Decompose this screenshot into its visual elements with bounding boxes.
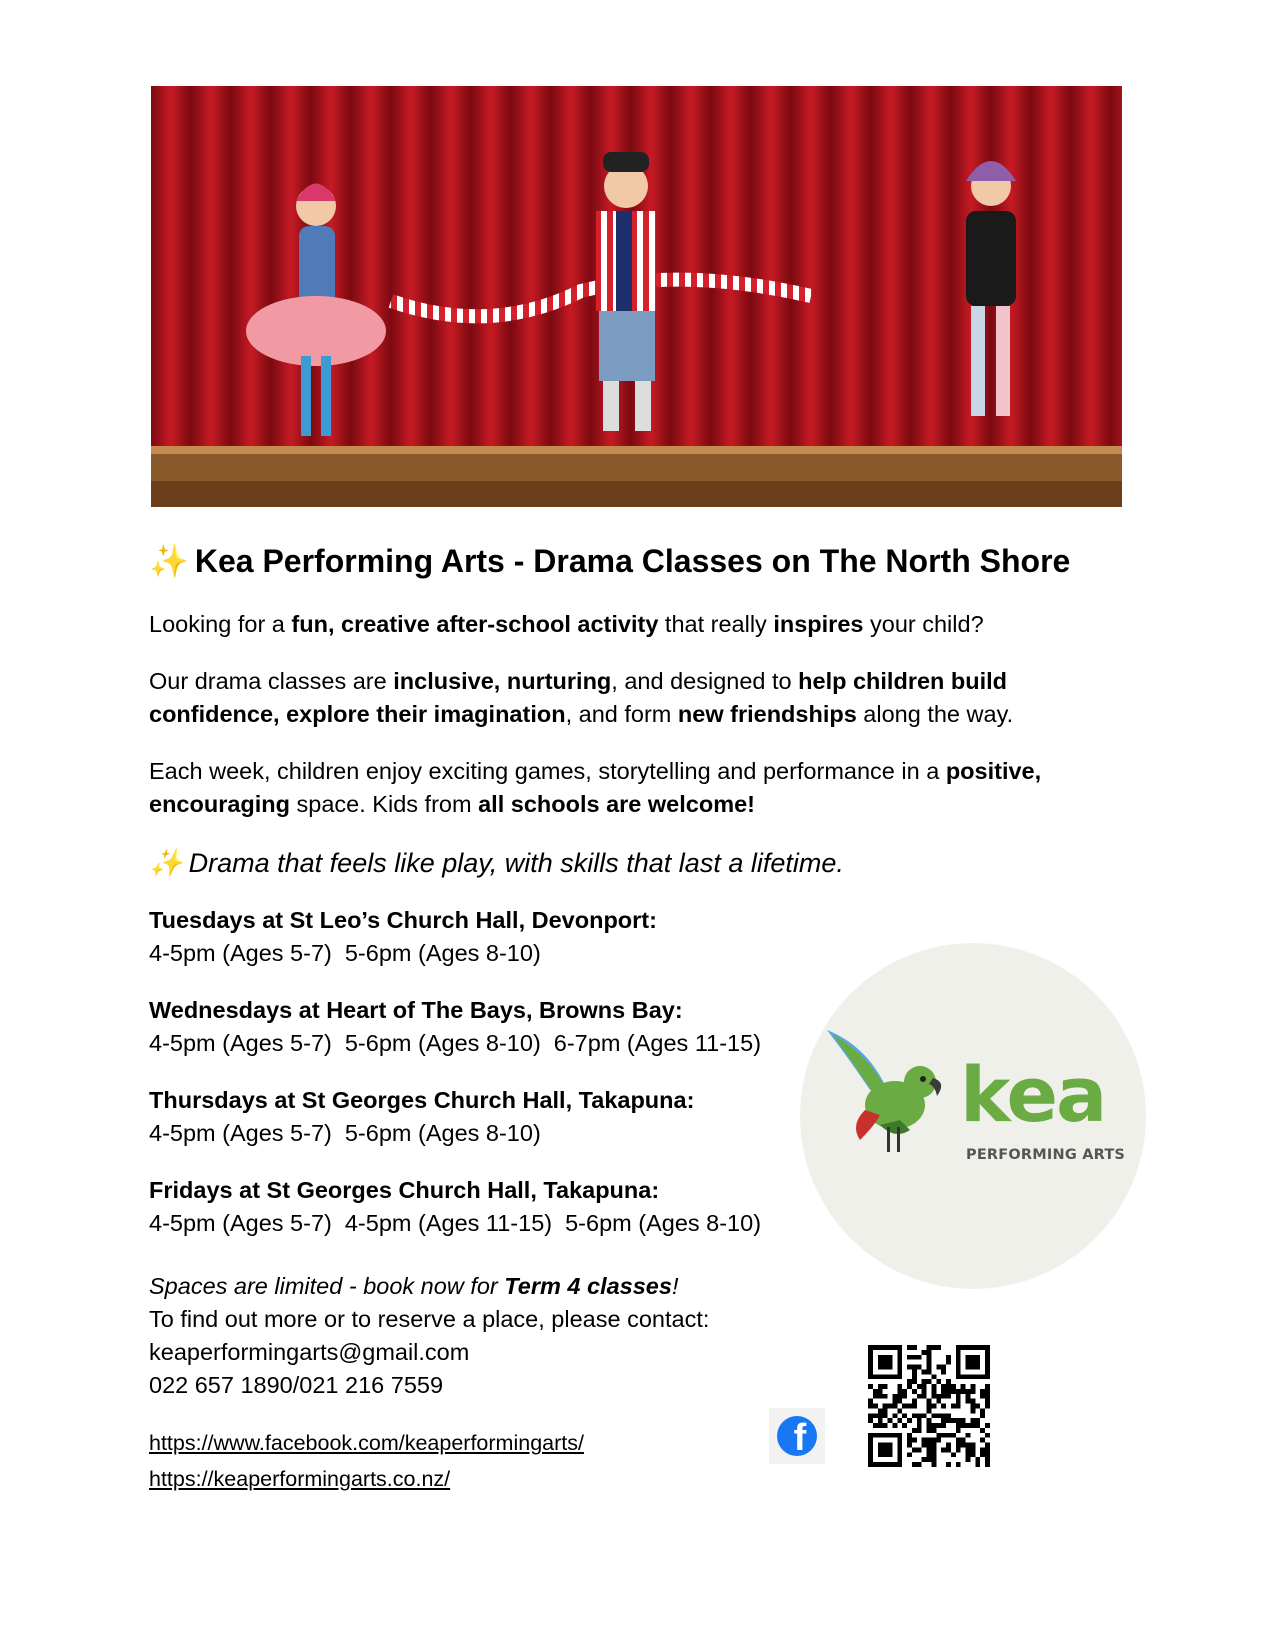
- schedule-block: [149, 1084, 694, 1150]
- stage-photo: [151, 86, 1122, 507]
- text-segment: , and designed to: [611, 668, 799, 694]
- intro-paragraph-3: [149, 755, 1109, 821]
- website-link[interactable]: https://keaperformingarts.co.nz/: [149, 1467, 451, 1491]
- schedule-block: [149, 904, 657, 970]
- schedule-heading: Tuesdays at St Leo’s Church Hall, Devonport:: [149, 907, 657, 933]
- hero-image: [151, 86, 1122, 507]
- time-slot: 4-5pm (Ages 5-7): [149, 1210, 332, 1236]
- schedule-times: [149, 1207, 761, 1240]
- text-segment: help children build confidence, explore their imagination: [149, 668, 1008, 727]
- text-segment: positive, encouraging: [149, 758, 1042, 817]
- schedule-times: [149, 1027, 761, 1060]
- schedule-heading: Wednesdays at Heart of The Bays, Browns Bay:: [149, 997, 683, 1023]
- text-segment: all schools are welcome!: [478, 791, 755, 817]
- facebook-link[interactable]: https://www.facebook.com/keaperformingarts/: [149, 1431, 584, 1455]
- schedule-times: [149, 937, 657, 970]
- schedule-block: [149, 1174, 761, 1240]
- text-segment: your child?: [863, 611, 984, 637]
- time-slot: 5-6pm (Ages 8-10): [344, 1120, 541, 1146]
- sparkles-icon: ✨: [149, 848, 183, 878]
- kea-subtitle: PERFORMING ARTS: [966, 1147, 1126, 1163]
- tagline: ✨ Drama that feels like play, with skills that last a lifetime.: [149, 848, 844, 878]
- time-slot: 4-5pm (Ages 5-7): [149, 940, 332, 966]
- contact-instructions: To find out more or to reserve a place, please contact:: [149, 1306, 710, 1332]
- schedule-heading: Fridays at St Georges Church Hall, Takapuna:: [149, 1177, 660, 1203]
- text-segment: Our drama classes are: [149, 668, 394, 694]
- text-segment: that really: [658, 611, 774, 637]
- text-segment: new friendships: [677, 701, 857, 727]
- limited-spaces-line: Spaces are limited - book now for Term 4 classes!: [149, 1273, 679, 1299]
- text-segment: inspires: [773, 611, 864, 637]
- contact-email[interactable]: keaperformingarts@gmail.com: [149, 1339, 470, 1365]
- kea-parrot-icon: [825, 1030, 955, 1160]
- facebook-icon[interactable]: f: [769, 1408, 825, 1464]
- contact-block: [149, 1270, 709, 1402]
- time-slot: 6-7pm (Ages 11-15): [553, 1030, 762, 1056]
- time-slot: 5-6pm (Ages 8-10): [565, 1210, 762, 1236]
- intro-paragraph-2: [149, 665, 1109, 731]
- time-slot: 4-5pm (Ages 11-15): [344, 1210, 553, 1236]
- time-slot: 5-6pm (Ages 8-10): [344, 940, 541, 966]
- intro-paragraph-1: [149, 608, 1109, 641]
- schedule-times: [149, 1117, 694, 1150]
- text-segment: space. Kids from: [290, 791, 479, 817]
- text-segment: Each week, children enjoy exciting games, storytelling and performance in a: [149, 758, 946, 784]
- schedule-block: [149, 994, 761, 1060]
- time-slot: 5-6pm (Ages 8-10): [344, 1030, 541, 1056]
- kea-wordmark: kea: [960, 1050, 1106, 1139]
- contact-phone: 022 657 1890/021 216 7559: [149, 1372, 444, 1398]
- sparkles-icon: ✨: [149, 543, 189, 579]
- links-block: [149, 1425, 584, 1497]
- qr-code-icon[interactable]: [868, 1345, 990, 1467]
- text-segment: Looking for a: [149, 611, 292, 637]
- text-segment: , and form: [565, 701, 678, 727]
- time-slot: 4-5pm (Ages 5-7): [149, 1030, 332, 1056]
- schedule-heading: Thursdays at St Georges Church Hall, Takapuna:: [149, 1087, 695, 1113]
- text-segment: along the way.: [856, 701, 1014, 727]
- text-segment: fun, creative after-school activity: [291, 611, 659, 637]
- time-slot: 4-5pm (Ages 5-7): [149, 1120, 332, 1146]
- page-title: ✨ Kea Performing Arts - Drama Classes on The North Shore: [149, 543, 1071, 579]
- text-segment: inclusive, nurturing: [393, 668, 612, 694]
